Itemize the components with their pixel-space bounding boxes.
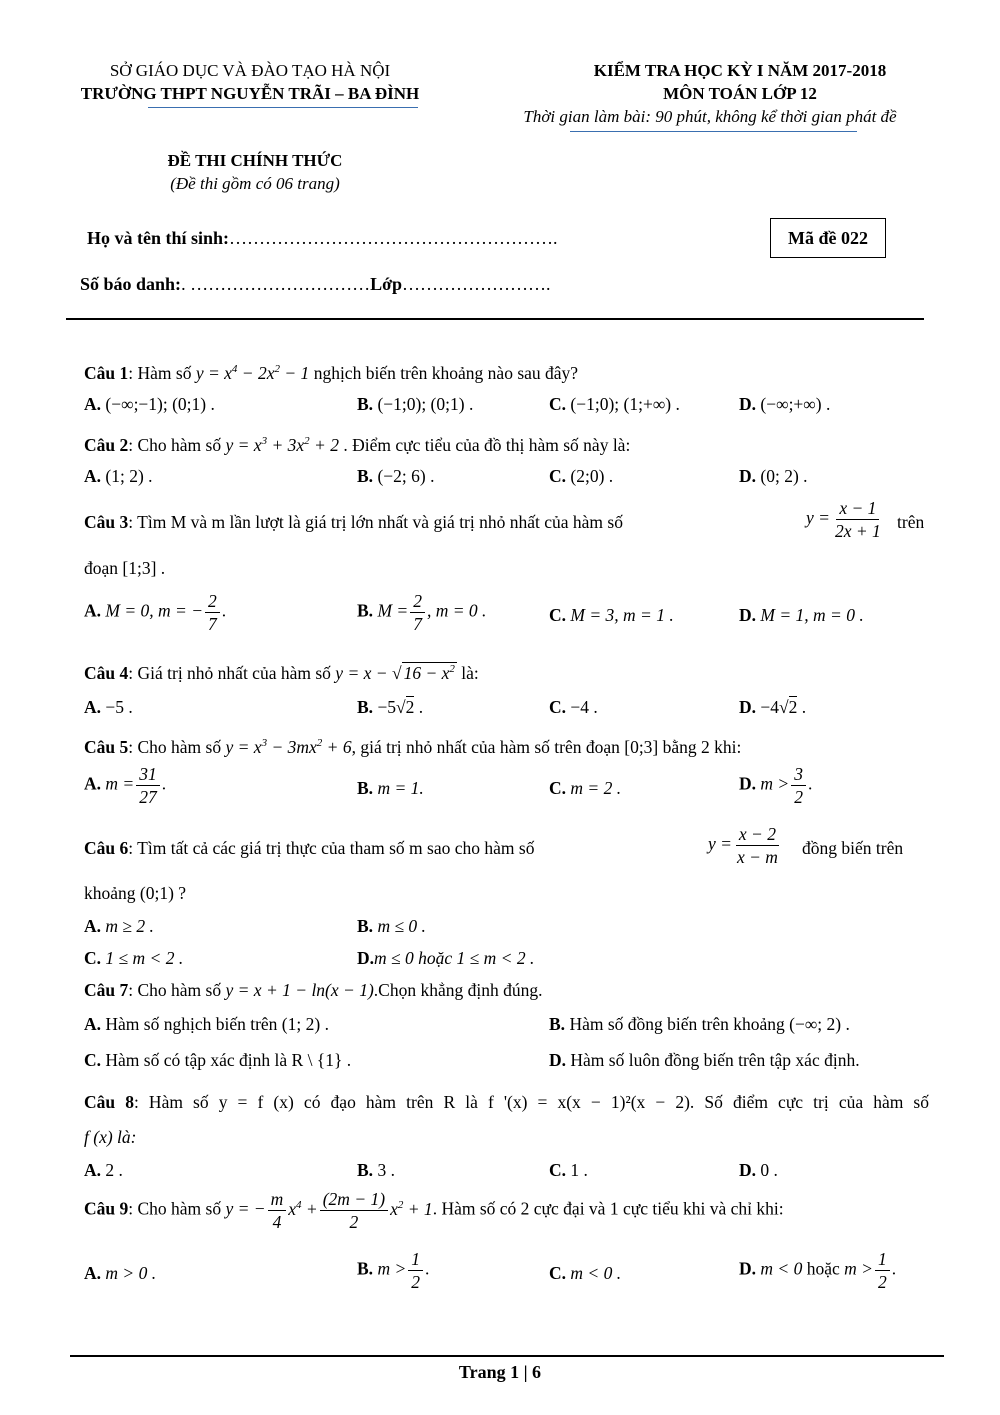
q5-option-c[interactable]: C. m = 2 . <box>549 778 622 798</box>
q4-option-a[interactable]: A. −5 . <box>84 697 133 717</box>
q6-option-d[interactable]: D.m ≤ 0 hoặc 1 ≤ m < 2 . <box>357 948 535 968</box>
q9-option-a[interactable]: A. m > 0 . <box>84 1263 157 1283</box>
footer-separator <box>70 1355 944 1357</box>
header-separator <box>66 318 924 320</box>
department-name: SỞ GIÁO DỤC VÀ ĐÀO TẠO HÀ NỘI <box>109 61 391 80</box>
q4-option-c[interactable]: C. −4 . <box>549 697 598 717</box>
q3-line2: đoạn [1;3] . <box>84 558 166 578</box>
q4-option-b[interactable]: B. −5√2 . <box>357 697 424 717</box>
q1-option-c[interactable]: C. (−1;0); (1;+∞) . <box>549 394 680 414</box>
q5-option-d[interactable]: D. m > $\frac{3}{2}$ . <box>739 764 813 807</box>
q6-line2: khoảng (0;1) ? <box>84 883 187 903</box>
q8-option-a[interactable]: A. 2 . <box>84 1160 123 1180</box>
q8-line2: f (x) là: <box>84 1127 137 1147</box>
exam-duration: Thời gian làm bài: 90 phút, không kể thời gian phát đề <box>523 107 897 126</box>
candidate-name-row <box>87 228 558 249</box>
q3-option-a[interactable]: A. M = 0, m = − $\frac{2}{7}$ . <box>84 591 227 634</box>
q7-option-a[interactable]: A. Hàm số nghịch biến trên (1; 2) . <box>84 1014 329 1034</box>
question-7: Câu 7: Cho hàm số y = x + 1 − ln(x − 1).Chọn khẳng định đúng. <box>84 980 543 1000</box>
q1-option-a[interactable]: A. (−∞;−1); (0;1) . <box>84 394 215 414</box>
class-dots[interactable]: ……………………. <box>402 274 551 294</box>
question-8: Câu 8: Hàm số y = f (x) có đạo hàm trên R là f '(x) = x(x − 1)²(x − 2). Số điểm cực trị của hàm số <box>84 1092 929 1112</box>
q3-option-d[interactable]: D. M = 1, m = 0 . <box>739 605 864 625</box>
q9-option-b[interactable]: B. m > $\frac{1}{2}$ . <box>357 1249 430 1292</box>
candidate-id-label: Số báo danh: <box>80 274 182 294</box>
q1-option-d[interactable]: D. (−∞;+∞) . <box>739 394 831 414</box>
candidate-id-row <box>80 274 551 295</box>
exam-title: KIỂM TRA HỌC KỲ I NĂM 2017-2018 <box>593 61 887 80</box>
candidate-id-dots[interactable]: . ………………………… <box>181 274 371 294</box>
header-underline-right <box>570 131 857 132</box>
q7-option-b[interactable]: B. Hàm số đồng biến trên khoảng (−∞; 2) . <box>549 1014 850 1034</box>
q5-option-b[interactable]: B. m = 1. <box>357 778 424 798</box>
exam-code-box: Mã đề 022 <box>770 218 886 258</box>
q6-option-b[interactable]: B. m ≤ 0 . <box>357 916 426 936</box>
q6-option-c[interactable]: C. 1 ≤ m < 2 . <box>84 948 184 968</box>
question-2: Câu 2: Cho hàm số $y = x^3 + 3x^2 + 2$ . Điểm cực tiểu của đồ thị hàm số này là: <box>84 434 631 455</box>
school-name: TRƯỜNG THPT NGUYỄN TRÃI – BA ĐÌNH <box>80 84 420 103</box>
q2-option-b[interactable]: B. (−2; 6) . <box>357 466 435 486</box>
q7-option-c[interactable]: C. Hàm số có tập xác định là R \ {1} . <box>84 1050 352 1070</box>
q3-option-b[interactable]: B. M = $\frac{2}{7}$ , m = 0 . <box>357 591 487 634</box>
q2-option-d[interactable]: D. (0; 2) . <box>739 466 808 486</box>
q2-option-c[interactable]: C. (2;0) . <box>549 466 614 486</box>
header-underline-left <box>148 107 418 108</box>
q1-option-b[interactable]: B. (−1;0); (0;1) . <box>357 394 474 414</box>
q7-option-d[interactable]: D. Hàm số luôn đồng biến trên tập xác định. <box>549 1050 860 1070</box>
q5-option-a[interactable]: A. m = $\frac{31}{27}$ . <box>84 764 167 807</box>
q6-option-a[interactable]: A. m ≥ 2 . <box>84 916 154 936</box>
class-label: Lớp <box>370 274 403 294</box>
question-5: Câu 5: Cho hàm số $y = x^3 - 3mx^2 + 6$, giá trị nhỏ nhất của hàm số trên đoạn [0;3] bằng 2 khi: <box>84 736 742 757</box>
q9-option-c[interactable]: C. m < 0 . <box>549 1263 622 1283</box>
q6-tail: đồng biến trên <box>802 838 904 858</box>
question-6: Câu 6: Tìm tất cả các giá trị thực của tham số m sao cho hàm số <box>84 838 535 858</box>
q4-option-d[interactable]: D. −4√2 . <box>739 697 807 717</box>
question-4: Câu 4: Giá trị nhỏ nhất của hàm số y = x − √ $16 - x^2$ là: <box>84 662 479 683</box>
question-1: Câu 1: Hàm số $y = x^4 - 2x^2 - 1$ nghịch biến trên khoảng nào sau đây? <box>84 362 579 383</box>
question-3: Câu 3: Tìm M và m lần lượt là giá trị lớn nhất và giá trị nhỏ nhất của hàm số <box>84 512 623 532</box>
candidate-name-dots[interactable]: ………………………………………………. <box>229 228 558 248</box>
q8-option-b[interactable]: B. 3 . <box>357 1160 395 1180</box>
page-number: Trang 1 | 6 <box>458 1362 542 1382</box>
q2-option-a[interactable]: A. (1; 2) . <box>84 466 153 486</box>
q3-option-c[interactable]: C. M = 3, m = 1 . <box>549 605 674 625</box>
q9-option-d[interactable]: D. m < 0 hoặc m > $\frac{1}{2}$ . <box>739 1249 897 1292</box>
exam-subject: MÔN TOÁN LỚP 12 <box>663 84 817 103</box>
question-9: Câu 9: Cho hàm số y = − $\frac{m}{4}$ $x^4$ + $\frac{(2m - 1)}{2}$ $x^2 + 1$. Hàm số có 2 cực đại và 1 cực tiểu khi và chỉ khi: <box>84 1189 784 1232</box>
pages-note: (Đề thi gồm có 06 trang) <box>170 174 340 193</box>
q6-formula: y = $\frac{x - 2}{x - m}$ <box>708 824 778 867</box>
q3-formula: y = $\frac{x - 1}{2x + 1}$ <box>806 498 881 541</box>
q3-tail: trên <box>897 512 925 532</box>
official-label: ĐỀ THI CHÍNH THỨC <box>167 151 343 170</box>
q8-option-d[interactable]: D. 0 . <box>739 1160 778 1180</box>
candidate-name-label: Họ và tên thí sinh: <box>87 228 230 248</box>
q8-option-c[interactable]: C. 1 . <box>549 1160 588 1180</box>
